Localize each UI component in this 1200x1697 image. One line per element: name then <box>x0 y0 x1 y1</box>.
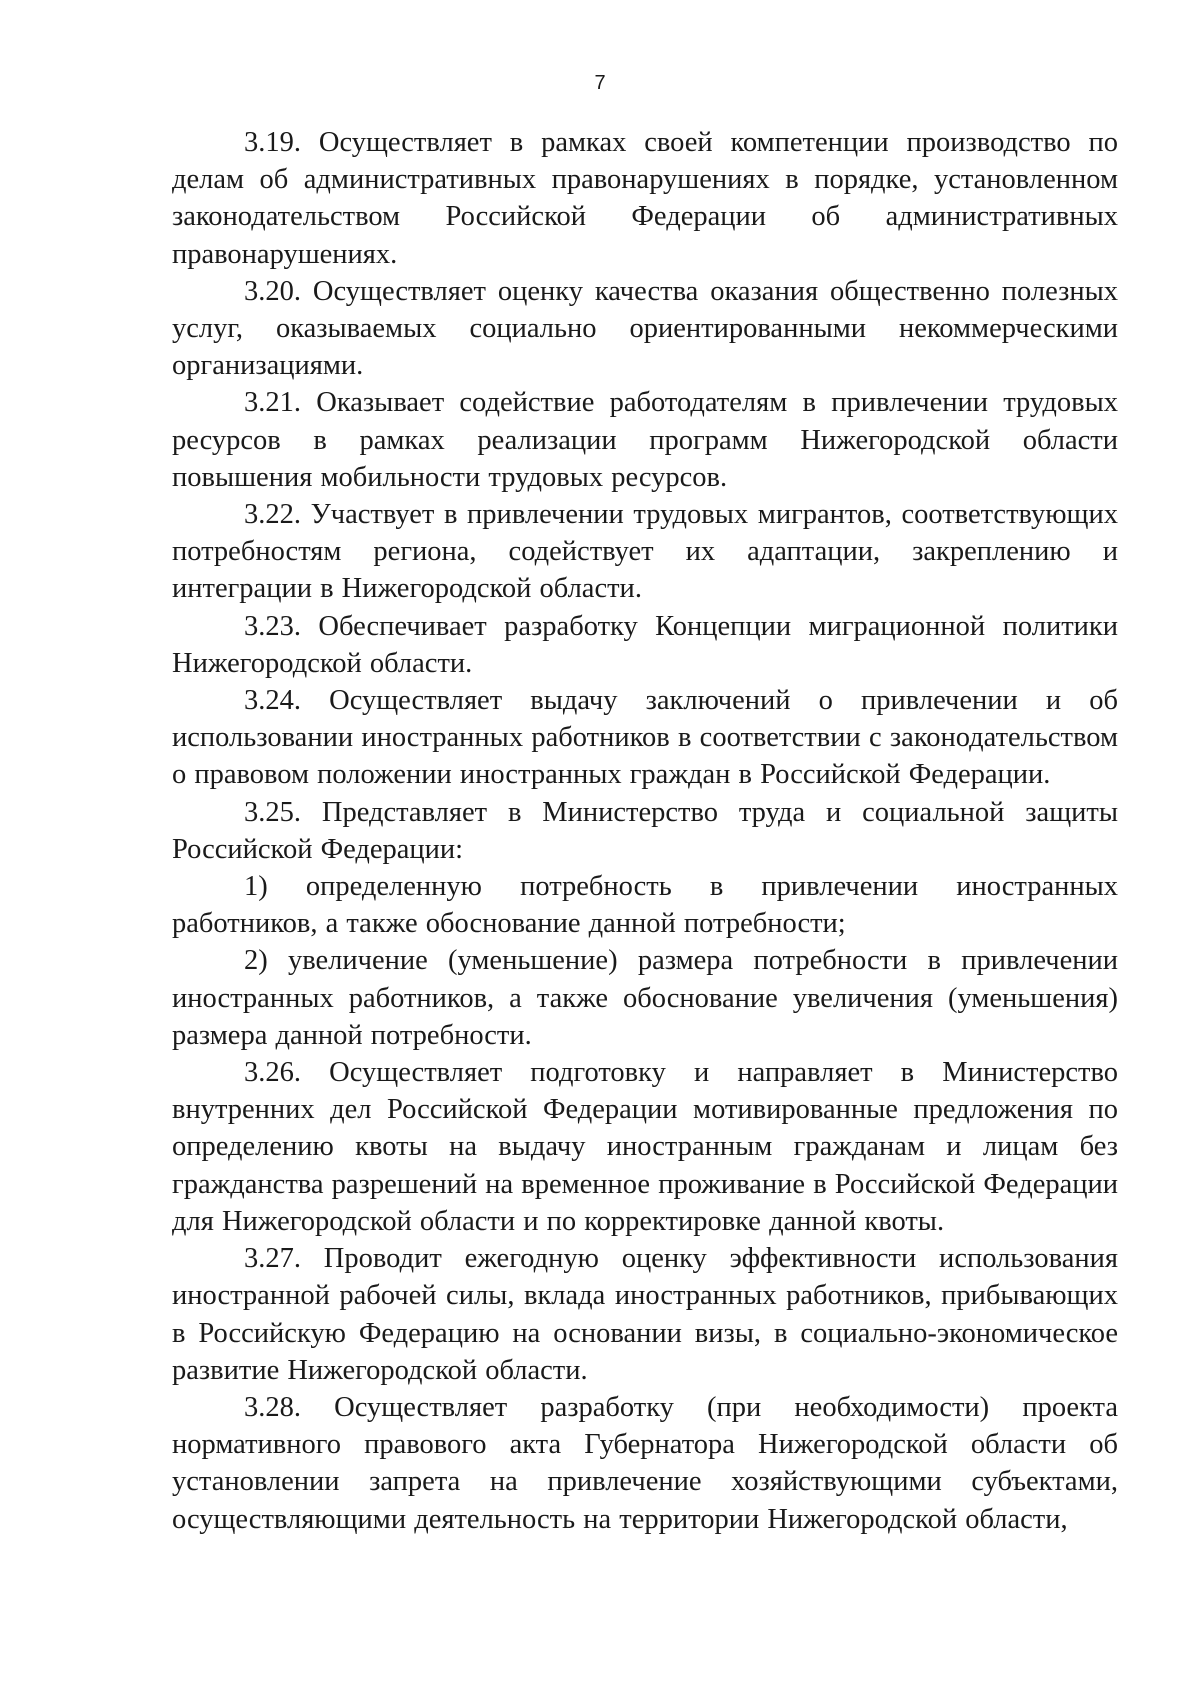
paragraph-3-27: 3.27. Проводит ежегодную оценку эффективности использования иностранной рабочей силы, вклада иностранных работников, прибывающих в Российскую Федерацию на основании визы, в социально-экономическое развитие Нижегородской области. <box>172 1243 1118 1386</box>
paragraph-3-23: 3.23. Обеспечивает разработку Концепции миграционной политики Нижегородской области. <box>172 610 1118 679</box>
document-body <box>172 124 1118 1538</box>
paragraph-3-26: 3.26. Осуществляет подготовку и направляет в Министерство внутренних дел Российской Федерации мотивированные предложения по определению квоты на выдачу иностранным гражданам и лицам без гражданства разрешений на временное проживание в Российской Федерации для Нижегородской области и по корректировке данной квоты. <box>172 1057 1118 1237</box>
paragraph-3-22: 3.22. Участвует в привлечении трудовых мигрантов, соответствующих потребностям региона, содействует их адаптации, закреплению и интеграции в Нижегородской области. <box>172 499 1118 605</box>
paragraph-3-28: 3.28. Осуществляет разработку (при необходимости) проекта нормативного правового акта Губернатора Нижегородской области об установлении запрета на привлечение хозяйствующими субъектами, осуществляющими деятельность на территории Нижегородской области, <box>172 1391 1118 1535</box>
paragraph-3-25: 3.25. Представляет в Министерство труда и социальной защиты Российской Федерации: <box>172 796 1118 865</box>
page-number: 7 <box>594 72 606 94</box>
paragraph-3-20: 3.20. Осуществляет оценку качества оказания общественно полезных услуг, оказываемых социально ориентированными некоммерческими организациями. <box>172 275 1118 382</box>
paragraph-3-21: 3.21. Оказывает содействие работодателям в привлечении трудовых ресурсов в рамках реализации программ Нижегородской области повышения мобильности трудовых ресурсов. <box>172 387 1118 493</box>
paragraph-3-19: 3.19. Осуществляет в рамках своей компетенции производство по делам об административных правонарушениях в порядке, установленном законодательством Российской Федерации об административных правонарушениях. <box>172 127 1118 270</box>
paragraph-3-25-item-1: 1) определенную потребность в привлечении иностранных работников, а также обоснование данной потребности; <box>172 871 1118 940</box>
paragraph-3-24: 3.24. Осуществляет выдачу заключений о привлечении и об использовании иностранных работников в соответствии с законодательством о правовом положении иностранных граждан в Российской Федерации. <box>172 685 1118 791</box>
paragraph-3-25-item-2: 2) увеличение (уменьшение) размера потребности в привлечении иностранных работников, а также обоснование увеличения (уменьшения) размера данной потребности. <box>172 945 1118 1051</box>
